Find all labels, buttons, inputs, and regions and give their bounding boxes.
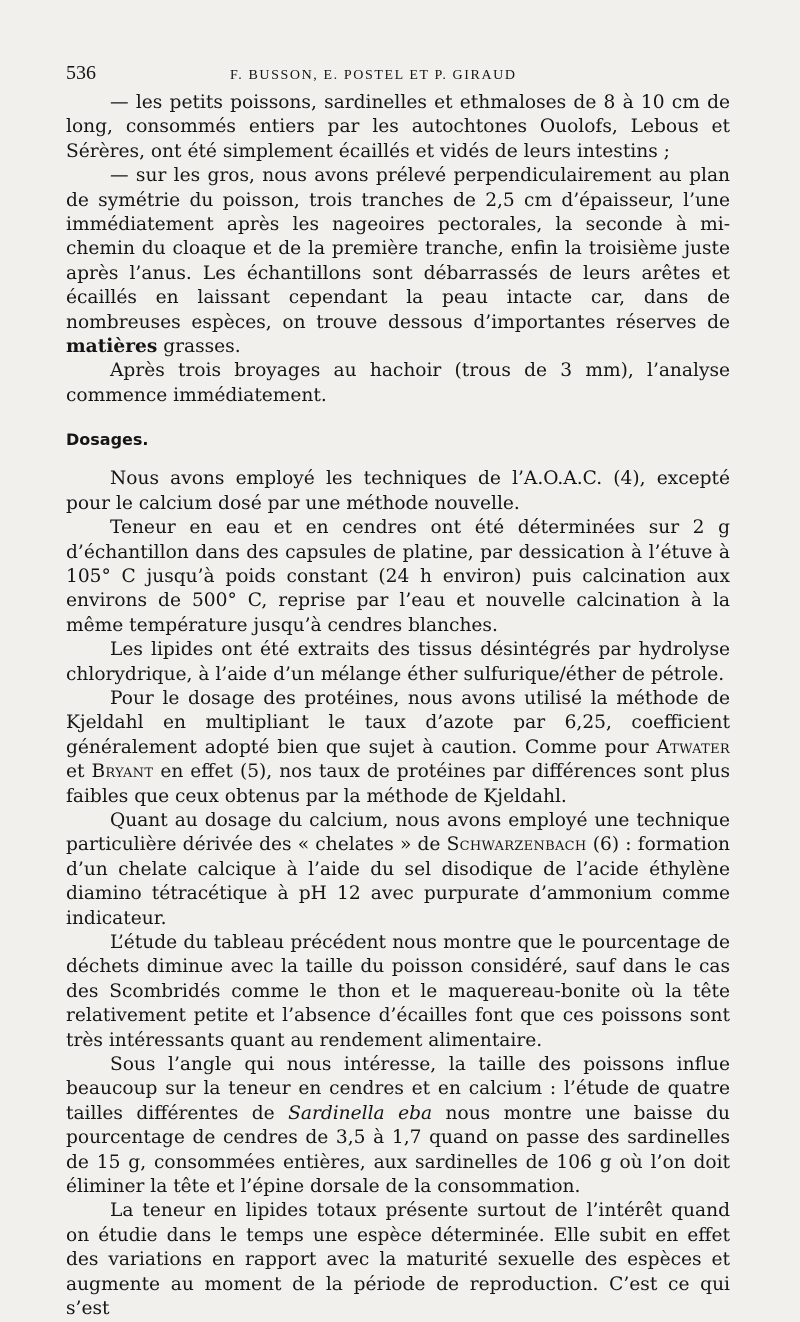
text-run: et [66, 761, 92, 783]
paragraph: Teneur en eau et en cendres ont été déterminées sur 2 g d’échantillon dans des capsules de platine, par dessication à l’étuve à 105° C jusqu’à poids constant (24 h environ) puis calcination aux environs de 500° C, reprise par l’eau et nouvelle calcination à la même température jusqu’à cendres blanches. [66, 517, 730, 636]
author-name: Atwater [656, 736, 730, 758]
text-run: Quant au dosage du calcium, nous avons employé une technique particulière dérivée des « chelates » de [66, 809, 730, 856]
paragraph: — les petits poissons, sardinelles et ethmaloses de 8 à 10 cm de long, consommés entiers par les autochtones Ouolofs, Lebous et Sérères, ont été simplement écaillés et vidés de leurs intestins ; [66, 92, 730, 162]
text-run: Pour le dosage des protéines, nous avons utilisé la méthode de Kjeldahl en multipliant le taux d’azote par 6,25, coefficient généralement adopté bien que sujet à caution. Comme pour [66, 687, 730, 758]
text-run: — sur les gros, nous avons prélevé perpendiculairement au plan de symétrie du poisson, trois tranches de 2,5 cm d’épaisseur, l’une immédiatement après les nageoires pectorales, la seconde à mi-chemin du cloaque et de la première tranche, enfin la troisième juste après l’anus. Les échantillons sont débarrassés de leurs arêtes et écaillés en laissant cependant la peau intacte car, dans de nombreuses espèces, on trouve dessous d’importantes réserves de [66, 165, 730, 333]
section-heading: Dosages. [66, 430, 149, 450]
page-header [66, 62, 730, 85]
paragraph: Après trois broyages au hachoir (trous de 3 mm), l’analyse commence immédiatement. [66, 360, 730, 406]
paragraph [66, 1053, 730, 1199]
text-run: nous montre une baisse du pourcentage de cendres de 3,5 à 1,7 quand on passe des sardinelles de 15 g, consommées entières, aux sardinelles de 106 g où l’on doit éliminer la tête et l’épine dorsale de la consommation. [66, 1102, 730, 1198]
paragraph: Nous avons employé les techniques de l’A.O.A.C. (4), excepté pour le calcium dosé par une méthode nouvelle. [66, 468, 730, 514]
text-run: grasses. [157, 336, 241, 358]
paragraph: L’étude du tableau précédent nous montre que le pourcentage de déchets diminue avec la taille du poisson considéré, sauf dans le cas des Scombridés comme le thon et le maquereau-bonite où la tête relativement petite et l’absence d’écailles font que ces poissons sont très intéressants quant au rendement alimentaire. [66, 932, 730, 1051]
text-run: en effet (5), nos taux de protéines par différences sont plus faibles que ceux obtenus par la méthode de Kjeldahl. [66, 761, 730, 807]
page-body [66, 91, 730, 1322]
author-name: Bryant [91, 761, 154, 783]
paragraph [66, 164, 730, 359]
bold-text: matières [66, 336, 158, 358]
paragraph [66, 809, 730, 931]
author-name: Schwarzenbach [446, 834, 587, 856]
text-run: (6) : formation d’un chelate calcique à l’aide du sel disodique de l’acide éthylène diamino tétracétique à pH 12 avec purpurate d’ammonium comme indicateur. [66, 834, 730, 929]
text-run: Sous l’angle qui nous intéresse, la taille des poissons influe beaucoup sur la teneur en cendres et en calcium : l’étude de quatre tailles différentes de [66, 1054, 730, 1124]
species-name: Sardinella eba [288, 1102, 433, 1124]
running-head: F. BUSSON, E. POSTEL ET P. GIRAUD [230, 68, 517, 83]
paragraph: Les lipides ont été extraits des tissus désintégrés par hydrolyse chlorydrique, à l’aide d’un mélange éther sulfurique/éther de pétrole. [66, 639, 730, 685]
paragraph: La teneur en lipides totaux présente surtout de l’intérêt quand on étudie dans le temps une espèce déterminée. Elle subit en effet des variations en rapport avec la maturité sexuelle des espèces et augmente au moment de la période de reproduction. C’est ce qui s’est [66, 1200, 730, 1320]
page-number: 536 [66, 62, 96, 84]
paragraph [66, 687, 730, 809]
